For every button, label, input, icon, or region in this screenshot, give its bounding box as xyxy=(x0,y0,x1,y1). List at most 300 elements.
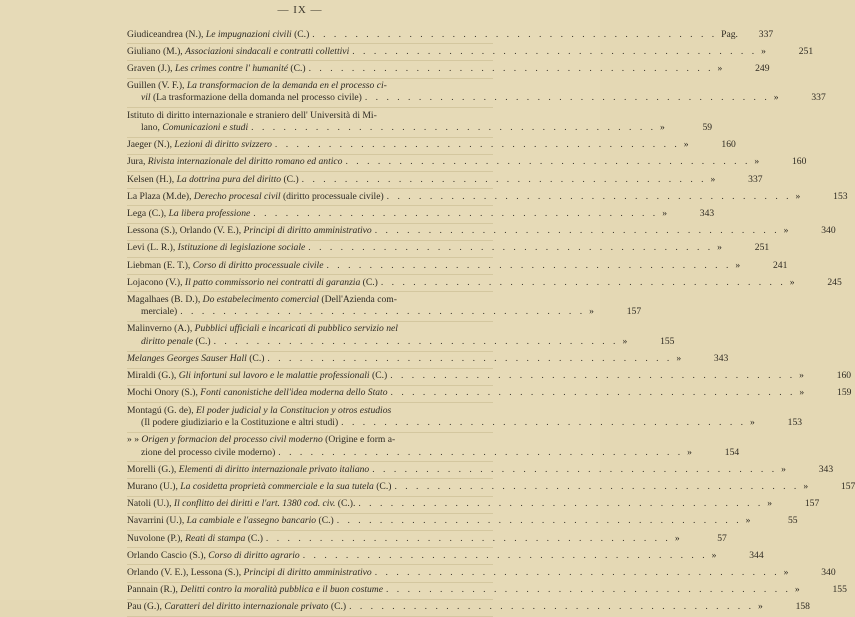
page-number: 245 xyxy=(827,276,842,288)
entry-text xyxy=(127,139,272,151)
entry-text xyxy=(127,225,372,237)
entry-text xyxy=(127,584,383,596)
index-entry xyxy=(127,241,770,258)
page-reference xyxy=(795,370,851,382)
page-number: 337 xyxy=(758,28,774,40)
page-reference xyxy=(770,92,826,104)
page-reference xyxy=(585,306,641,318)
index-entry-line xyxy=(127,549,764,562)
entry-title: Fonti canonistiche dell'idea moderna dello Stato xyxy=(200,387,388,399)
entry-author: Orlando Cascio (S.), xyxy=(127,549,209,561)
page-number: 55 xyxy=(788,515,798,527)
page-reference xyxy=(746,417,802,429)
index-entry-line xyxy=(127,139,736,151)
page-mark: » xyxy=(674,532,680,544)
entry-text xyxy=(127,533,263,545)
index-entry xyxy=(127,403,803,433)
page-mark: » xyxy=(676,353,682,365)
index-entry-line xyxy=(127,370,852,382)
entry-author: (Il podere giudiziario e la Costituzione e altri studi) xyxy=(141,417,339,429)
entry-author: Pau (G.), xyxy=(127,601,165,613)
leader-dots: . . . . . . . . . . . . . . . . . . . . . . . . . . . . . . . . . . . . . . xyxy=(308,242,714,254)
entry-author: Lessona (S.), Orlando (V. E.), xyxy=(127,225,244,237)
entry-title: La cosidetta proprietà commerciale e la sua tutela xyxy=(180,480,374,492)
page-number: 249 xyxy=(755,62,770,74)
entry-text xyxy=(127,277,378,289)
index-entry-line xyxy=(127,190,848,203)
entry-text xyxy=(127,323,398,335)
entry-author: La Plaza (M.de), xyxy=(127,190,194,202)
page-number: 160 xyxy=(836,370,852,382)
entry-title: Rivista internazionale del diritto romano ed antico xyxy=(147,156,343,168)
page-reference xyxy=(742,515,798,527)
entry-text xyxy=(141,417,338,429)
page-mark: » xyxy=(761,45,766,57)
page-number: 343 xyxy=(713,353,729,365)
page-number: 155 xyxy=(832,584,847,596)
entry-text xyxy=(127,242,305,254)
page-number: 344 xyxy=(749,549,764,561)
entry-title: Associazioni sindacali e contratti collettivi xyxy=(185,45,350,57)
entry-text xyxy=(127,464,369,476)
leader-dots: . . . . . . . . . . . . . . . . . . . . . . . . . . . . . . . . . . . . . . xyxy=(345,156,751,168)
page-number: 160 xyxy=(721,139,736,151)
page-reference xyxy=(795,387,851,399)
index-entry-line xyxy=(127,207,715,220)
leader-dots: . . . . . . . . . . . . . . . . . . . . . . . . . . . . . . . . . . . . . . xyxy=(390,387,796,399)
page-mark: » xyxy=(754,156,760,168)
index-entry-line xyxy=(127,110,493,122)
page-mark: » xyxy=(799,387,805,399)
leader-dots: . . . . . . . . . . . . . . . . . . . . . . . . . . . . . . . . . . . . . . xyxy=(374,225,780,237)
entry-title: La dottrina pura del diritto xyxy=(176,173,282,185)
entry-author: Levi (L. R.), xyxy=(127,242,178,254)
index-entry-line xyxy=(127,242,770,254)
leader-dots: . . . . . . . . . . . . . . . . . . . . . . . . . . . . . . . . . . . . . . xyxy=(349,601,754,613)
page-reference xyxy=(708,550,764,562)
index-entry xyxy=(127,79,826,109)
leader-dots: . . . . . . . . . . . . . . . . . . . . . . . . . . . . . . . . . . . . . . xyxy=(180,306,586,318)
entry-title: Principi di diritto amministrativo xyxy=(243,225,372,237)
leader-dots: . . . . . . . . . . . . . . . . . . . . . . . . . . . . . . . . . . . . . . xyxy=(213,335,619,347)
leader-dots: . . . . . . . . . . . . . . . . . . . . . . . . . . . . . . . . . . . . . . xyxy=(352,45,758,57)
entry-author: lano, xyxy=(141,122,163,134)
page-reference xyxy=(750,156,806,168)
entry-author: Nuvolone (P.), xyxy=(127,532,186,544)
entry-title: Les crimes contre l' humanité xyxy=(174,62,289,74)
entry-author: (C.). xyxy=(335,498,356,510)
entry-title: Derecho procesal civil xyxy=(193,190,281,202)
leader-dots: . . . . . . . . . . . . . . . . . . . . . . . . . . . . . . . . . . . . . . xyxy=(326,259,732,271)
page-mark: » xyxy=(660,122,665,134)
index-entry xyxy=(127,514,798,531)
entry-author: merciale) xyxy=(141,306,178,318)
page-mark: » xyxy=(710,173,716,185)
page-number: 57 xyxy=(717,532,727,544)
entry-title: Lezioni di diritto svizzero xyxy=(174,139,272,151)
entry-author: (C.) xyxy=(373,480,392,492)
entry-title: Corso di diritto agrario xyxy=(208,549,300,561)
page-number: 153 xyxy=(833,190,848,202)
leader-dots: . . . . . . . . . . . . . . . . . . . . . . . . . . . . . . . . . . . . . . xyxy=(358,498,764,510)
page-number: 251 xyxy=(798,45,814,57)
page-number: 158 xyxy=(795,601,810,613)
entry-text xyxy=(127,481,391,493)
page-mark: » xyxy=(794,584,800,596)
page-number-header: — IX — xyxy=(277,4,323,16)
index-entry-line xyxy=(127,92,826,104)
page-mark: » xyxy=(773,92,779,104)
page-reference xyxy=(680,139,736,151)
entry-title: diritto penale xyxy=(141,335,193,347)
page-reference xyxy=(618,336,674,348)
page-reference xyxy=(754,601,810,613)
index-entry-line xyxy=(127,62,770,75)
entry-title: Corso di diritto processuale civile xyxy=(192,259,324,271)
index-entry xyxy=(127,369,852,386)
page-mark: » xyxy=(745,515,751,527)
entry-author: Lojacono (V.), xyxy=(127,276,185,288)
index-entry xyxy=(127,583,847,600)
entry-text xyxy=(127,174,299,186)
entry-author: Istituto di diritto internazionale e straniero dell' Università di Mi- xyxy=(127,109,377,121)
page-number: 155 xyxy=(660,335,675,347)
page-reference xyxy=(658,208,714,220)
page-mark: » xyxy=(781,463,786,475)
entry-title: Reati di stampa xyxy=(185,532,246,544)
page-reference xyxy=(683,447,739,459)
leader-dots: . . . . . . . . . . . . . . . . . . . . . . . . . . . . . . . . . . . . . . xyxy=(364,92,770,104)
page-reference xyxy=(763,498,819,510)
leader-dots: . . . . . . . . . . . . . . . . . . . . . . . . . . . . . . . . . . . . . . xyxy=(372,463,778,475)
index-entry xyxy=(127,433,740,463)
page-mark: » xyxy=(750,417,755,429)
leader-dots: . . . . . . . . . . . . . . . . . . . . . . . . . . . . . . . . . . . . . . xyxy=(380,276,786,288)
entry-author: (C.) xyxy=(369,370,388,382)
index-entry xyxy=(127,258,788,275)
index-entry xyxy=(127,531,727,548)
entry-text xyxy=(141,122,248,134)
index-entry-line xyxy=(127,276,842,289)
entry-text xyxy=(127,191,384,203)
page-number: 157 xyxy=(626,306,642,318)
entry-author: (C.) xyxy=(281,173,299,185)
page-number: 241 xyxy=(772,259,788,271)
entry-text xyxy=(127,63,306,75)
entry-author: Guillen (V. F.), xyxy=(127,80,187,92)
index-entry-line xyxy=(127,434,493,446)
page-number: 157 xyxy=(840,480,855,492)
index-entry-line xyxy=(127,225,836,237)
entry-title: Istituzione di legislazione sociale xyxy=(177,242,306,254)
entry-author: (C.) xyxy=(192,335,211,347)
index-entry-line xyxy=(127,80,493,92)
index-entry xyxy=(127,189,848,206)
index-entry-line xyxy=(127,294,493,306)
page-reference xyxy=(656,122,712,134)
index-entry-list xyxy=(127,27,855,617)
index-entry-line xyxy=(127,45,814,58)
index-entry xyxy=(127,462,834,479)
entry-title: Il patto commissorio nei contratti di garanzia xyxy=(184,276,361,288)
entry-title: Melanges Georges Sauser Hall xyxy=(127,353,247,365)
page-mark: » xyxy=(589,306,594,318)
index-entry-line xyxy=(127,498,820,510)
entry-author: zione del processo civile moderno) xyxy=(141,446,276,458)
index-entry-line xyxy=(127,532,727,545)
page-reference xyxy=(707,174,763,186)
entry-title: La libera professione xyxy=(168,207,251,219)
entry-text xyxy=(127,405,391,417)
entry-text xyxy=(127,156,342,168)
entry-title: Gli infortuni sul lavoro e le malattie professionali xyxy=(178,370,370,382)
page-number: 343 xyxy=(818,463,834,475)
index-entry xyxy=(127,275,842,292)
page-mark: Pag. xyxy=(721,28,738,40)
entry-author: (La trasformazione della domanda nel processo civile) xyxy=(150,92,362,104)
page-mark: » xyxy=(799,370,804,382)
leader-dots: . . . . . . . . . . . . . . . . . . . . . . . . . . . . . . . . . . . . . . xyxy=(341,417,747,429)
entry-title: Le impugnazioni civili xyxy=(205,28,292,40)
page-number: 59 xyxy=(702,122,713,134)
page-reference xyxy=(786,277,842,289)
index-entry-line xyxy=(127,417,803,429)
leader-dots: . . . . . . . . . . . . . . . . . . . . . . . . . . . . . . . . . . . . . . xyxy=(394,480,800,492)
entry-text xyxy=(127,294,397,306)
entry-author: Miraldi (G.), xyxy=(127,370,179,382)
page-number: 340 xyxy=(821,566,836,578)
leader-dots: . . . . . . . . . . . . . . . . . . . . . . . . . . . . . . . . . . . . . . xyxy=(265,532,671,544)
page-reference xyxy=(799,481,855,493)
entry-author: » » xyxy=(127,434,142,446)
index-entry xyxy=(127,108,713,138)
page-mark: » xyxy=(622,335,628,347)
entry-text xyxy=(141,92,362,104)
entry-author: (C.) xyxy=(288,62,306,74)
page-mark: » xyxy=(789,276,795,288)
entry-text xyxy=(127,434,395,446)
index-entry-line xyxy=(127,28,774,41)
page-reference xyxy=(780,567,836,579)
page-mark: » xyxy=(757,601,763,613)
index-entry-line xyxy=(127,323,493,335)
entry-author: (C.) xyxy=(246,353,265,365)
page-reference xyxy=(731,260,787,272)
leader-dots: . . . . . . . . . . . . . . . . . . . . . . . . . . . . . . . . . . . . . . xyxy=(386,190,792,202)
entry-text xyxy=(141,306,177,318)
entry-title: Pubblici ufficiali e incaricati di pubblico servizio nel xyxy=(194,323,398,335)
page-number: 153 xyxy=(787,417,803,429)
entry-title: Il conflitto dei diritti e l'art. 1380 cod. civ. xyxy=(173,498,336,510)
page-number: 337 xyxy=(811,92,826,104)
page-reference xyxy=(713,242,769,254)
index-entry-line xyxy=(127,566,836,579)
index-entry xyxy=(127,600,810,617)
entry-title: La cambiale e l'assegno bancario xyxy=(186,515,317,527)
entry-text xyxy=(127,387,388,399)
entry-author: Navarrini (U.), xyxy=(127,515,187,527)
entry-author: Lega (C.), xyxy=(127,207,169,219)
entry-text xyxy=(127,260,323,272)
entry-text xyxy=(127,498,355,510)
page-number: 154 xyxy=(724,446,740,458)
index-entry xyxy=(127,27,774,44)
index-entry xyxy=(127,479,855,496)
index-entry-line xyxy=(127,584,847,596)
entry-title: vil xyxy=(141,92,151,104)
index-entry-line xyxy=(127,446,740,459)
entry-text xyxy=(127,29,309,41)
entry-author: Murano (U.), xyxy=(127,480,181,492)
entry-author: (Dell'Azienda com- xyxy=(319,293,397,305)
entry-title: Caratteri del diritto internazionale privato xyxy=(164,601,329,613)
leader-dots: . . . . . . . . . . . . . . . . . . . . . . . . . . . . . . . . . . . . . . xyxy=(312,28,718,40)
entry-text xyxy=(127,515,334,527)
entry-author: (C.) xyxy=(316,515,334,527)
entry-text xyxy=(127,353,264,365)
entry-title: Elementi di diritto internazionale privato italiano xyxy=(178,463,370,475)
entry-author: Morelli (G.), xyxy=(127,463,179,475)
index-entry xyxy=(127,61,770,78)
entry-text xyxy=(141,336,211,348)
page-mark: » xyxy=(717,242,722,254)
page-number: 157 xyxy=(804,498,820,510)
index-entry xyxy=(127,224,836,241)
entry-author: Jaeger (N.), xyxy=(127,139,175,151)
entry-author: Giuliano (M.), xyxy=(127,45,186,57)
entry-title: Do estabelecimento comercial xyxy=(202,293,320,305)
entry-author: Kelsen (H.), xyxy=(127,173,177,185)
index-entry xyxy=(127,352,729,369)
page-mark: » xyxy=(767,498,773,510)
page-mark: » xyxy=(687,446,692,458)
entry-text xyxy=(127,208,250,220)
index-entry xyxy=(127,206,715,223)
page-reference xyxy=(714,63,770,75)
index-entry-line xyxy=(127,353,729,365)
entry-title: La transformacion de la demanda en el processo ci- xyxy=(186,80,387,92)
entry-title: El poder judicial y la Constitucion y otros estudios xyxy=(196,404,392,416)
page-mark: » xyxy=(711,549,717,561)
index-entry xyxy=(127,497,820,514)
index-entry-line xyxy=(127,122,713,134)
leader-dots: . . . . . . . . . . . . . . . . . . . . . . . . . . . . . . . . . . . . . . xyxy=(386,584,791,596)
leader-dots: . . . . . . . . . . . . . . . . . . . . . . . . . . . . . . . . . . . . . . xyxy=(390,370,796,382)
entry-author: Graven (J.), xyxy=(127,62,175,74)
index-entry xyxy=(127,386,852,403)
index-entry xyxy=(127,138,736,155)
index-entry-line xyxy=(127,515,798,527)
entry-author: Liebman (E. T.), xyxy=(127,259,193,271)
entry-author: (C.) xyxy=(245,532,263,544)
page-mark: » xyxy=(683,139,689,151)
page-mark: » xyxy=(783,566,789,578)
index-entry-line xyxy=(127,259,788,272)
entry-text xyxy=(127,46,349,58)
index-entry-line xyxy=(127,601,810,613)
entry-text xyxy=(127,110,377,122)
index-entry-line xyxy=(127,480,855,493)
page-mark: » xyxy=(717,62,723,74)
page-mark: » xyxy=(795,190,801,202)
page-reference xyxy=(757,46,813,58)
entry-author: Montagú (G. de), xyxy=(127,404,197,416)
page-mark: » xyxy=(735,259,741,271)
entry-author: (Origine e form a- xyxy=(322,434,396,446)
page-reference xyxy=(717,29,773,41)
leader-dots: . . . . . . . . . . . . . . . . . . . . . . . . . . . . . . . . . . . . . . xyxy=(267,353,673,365)
page-number: 340 xyxy=(821,225,836,237)
page-reference xyxy=(791,584,847,596)
leader-dots: . . . . . . . . . . . . . . . . . . . . . . . . . . . . . . . . . . . . . . xyxy=(374,566,780,578)
index-entry-line xyxy=(127,173,763,186)
entry-author: Giudiceandrea (N.), xyxy=(127,28,206,40)
entry-author: Malinverno (A.), xyxy=(127,323,195,335)
leader-dots: . . . . . . . . . . . . . . . . . . . . . . . . . . . . . . . . . . . . . . xyxy=(302,549,708,561)
entry-title: Principi di diritto amministrativo xyxy=(243,566,372,578)
entry-text xyxy=(127,80,387,92)
leader-dots: . . . . . . . . . . . . . . . . . . . . . . . . . . . . . . . . . . . . . . xyxy=(301,173,707,185)
leader-dots: . . . . . . . . . . . . . . . . . . . . . . . . . . . . . . . . . . . . . . xyxy=(278,446,684,458)
entry-text xyxy=(141,447,275,459)
index-entry-line xyxy=(127,156,807,168)
page-reference xyxy=(671,533,727,545)
entry-author: (C.) xyxy=(328,601,347,613)
entry-author: Magalhaes (B. D.), xyxy=(127,293,203,305)
leader-dots: . . . . . . . . . . . . . . . . . . . . . . . . . . . . . . . . . . . . . . xyxy=(274,139,680,151)
page-reference xyxy=(792,191,848,203)
entry-text xyxy=(127,370,387,382)
entry-text xyxy=(127,601,346,613)
index-entry xyxy=(127,565,836,582)
page-number: 343 xyxy=(699,207,715,219)
entry-author: Jura, xyxy=(127,156,148,168)
entry-text xyxy=(127,567,372,579)
index-entry xyxy=(127,172,763,189)
index-entry xyxy=(127,548,764,565)
index-entry xyxy=(127,322,675,352)
index-entry xyxy=(127,292,642,322)
index-entry xyxy=(127,44,814,61)
leader-dots: . . . . . . . . . . . . . . . . . . . . . . . . . . . . . . . . . . . . . . xyxy=(253,207,659,219)
index-entry-line xyxy=(127,306,642,318)
page-mark: » xyxy=(783,225,789,237)
entry-author: Orlando (V. E.), Lessona (S.), xyxy=(127,566,244,578)
index-entry-line xyxy=(127,405,493,417)
entry-title: Delitti contro la moralità pubblica e il buon costume xyxy=(180,584,383,596)
page-number: 159 xyxy=(837,387,852,399)
page-reference xyxy=(780,225,836,237)
leader-dots: . . . . . . . . . . . . . . . . . . . . . . . . . . . . . . . . . . . . . . xyxy=(251,122,657,134)
entry-title: Comunicazioni e studi xyxy=(162,122,249,134)
page-reference xyxy=(777,464,833,476)
leader-dots: . . . . . . . . . . . . . . . . . . . . . . . . . . . . . . . . . . . . . . xyxy=(308,62,714,74)
leader-dots: . . . . . . . . . . . . . . . . . . . . . . . . . . . . . . . . . . . . . . xyxy=(336,515,742,527)
entry-author: (C.) xyxy=(291,28,310,40)
index-entry-line xyxy=(127,335,675,348)
index-entry-line xyxy=(127,387,852,399)
entry-author: Pannain (R.), xyxy=(127,584,181,596)
page-number: 160 xyxy=(791,156,807,168)
entry-author: (diritto processuale civile) xyxy=(280,190,384,202)
page-number: 251 xyxy=(754,242,770,254)
page-reference xyxy=(672,353,728,365)
page-number: 337 xyxy=(748,173,763,185)
entry-author: (C.) xyxy=(360,276,378,288)
page-mark: » xyxy=(803,480,809,492)
entry-title: Origen y formacion del processo civil moderno xyxy=(141,434,323,446)
entry-text xyxy=(127,550,300,562)
